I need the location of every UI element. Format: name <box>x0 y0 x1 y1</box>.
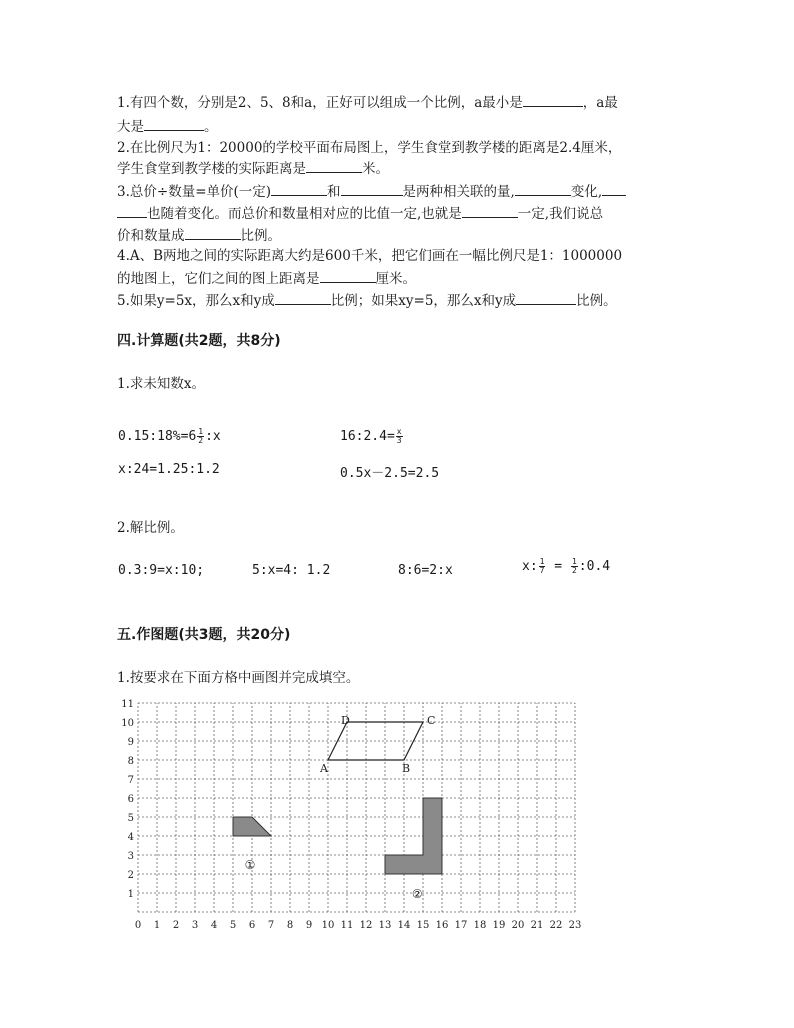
point-c-label: C <box>427 714 436 727</box>
point-a-label: A <box>320 762 328 775</box>
q1-text-b: ，a最 <box>582 95 618 111</box>
equation-3: x:24=1.25:1.2 <box>118 462 220 477</box>
x-axis-tick-label: 1 <box>153 920 161 931</box>
question-3-line-2 <box>117 203 603 224</box>
question-1-line-2 <box>117 116 218 137</box>
answer-blank[interactable] <box>271 181 327 196</box>
x-axis-tick-label: 14 <box>397 920 411 931</box>
question-4-line-1 <box>117 246 622 266</box>
proportion-3: 8:6=2:x <box>398 563 453 578</box>
q2-text-a: 2.在比例尺为1：20000的学校平面布局图上，学生食堂到教学楼的距离是2.4厘米， <box>117 140 622 156</box>
q3-text-g: 价和数量成 <box>117 228 185 244</box>
x-axis-tick-label: 4 <box>210 920 218 931</box>
answer-blank[interactable] <box>516 290 576 305</box>
equation-1 <box>118 428 221 445</box>
section-4-q1-title: 1.求未知数x。 <box>117 376 205 392</box>
x-axis-tick-label: 10 <box>321 920 335 931</box>
x-axis-tick-label: 16 <box>435 920 449 931</box>
y-axis-tick-label: 6 <box>127 794 134 805</box>
eq1-right: :x <box>205 429 221 444</box>
answer-blank[interactable] <box>515 181 571 196</box>
y-axis-tick-label: 7 <box>127 775 134 786</box>
answer-blank[interactable] <box>144 116 204 131</box>
q5-text-b: 比例；如果xy=5，那么x和y成 <box>330 293 517 309</box>
shape-2 <box>385 798 442 874</box>
q1-text-a: 1.有四个数，分别是2、5、8和a，正好可以组成一个比例，a最小是 <box>117 95 523 111</box>
section-5-q1-title: 1.按要求在下面方格中画图并完成填空。 <box>117 670 360 686</box>
x-axis-tick-label: 23 <box>568 920 582 931</box>
coordinate-grid <box>118 699 582 938</box>
x-axis-tick-label: 18 <box>473 920 487 931</box>
section-4-q2-title: 2.解比例。 <box>117 520 184 536</box>
equation-4: 0.5x－2.5=2.5 <box>340 466 440 481</box>
y-axis-tick-label: 9 <box>127 737 134 748</box>
question-3-line-1 <box>117 181 626 202</box>
x-axis-tick-label: 22 <box>549 920 563 931</box>
answer-blank[interactable] <box>523 92 583 107</box>
q2-text-c: 米。 <box>362 161 389 177</box>
point-b-label: B <box>402 762 411 775</box>
q4-text-b: 的地图上，它们之间的图上距离是 <box>117 271 320 287</box>
grid-lines <box>138 703 575 912</box>
q3-text-c: 是两种相关联的量, <box>402 184 515 200</box>
x-axis-tick-label: 0 <box>134 920 142 931</box>
q2-text-b: 学生食堂到教学楼的实际距离是 <box>117 161 306 177</box>
q3-text-e: 也随着变化。而总价和数量相对应的比值一定,也就是 <box>147 206 462 222</box>
y-axis-tick-label: 1 <box>127 889 134 900</box>
x-axis-tick-label: 2 <box>172 920 180 931</box>
eq2-fraction: $\frac{x}{3}$ <box>396 427 402 445</box>
q1-text-c: 大是 <box>117 119 144 135</box>
p4-fraction-2: $\frac{1}{2}$ <box>571 557 577 575</box>
shape-1 <box>233 817 271 836</box>
x-axis-tick-label: 13 <box>378 920 392 931</box>
proportion-1: 0.3:9=x:10; <box>118 563 205 578</box>
x-axis-tick-label: 5 <box>229 920 237 931</box>
x-axis-tick-label: 12 <box>359 920 373 931</box>
q4-text-c: 厘米。 <box>375 271 416 287</box>
q3-text-d: 变化, <box>570 184 603 200</box>
q4-text-a: 4.A、B两地之间的实际距离大约是600千米，把它们画在一幅比例尺是1：1000000 <box>117 248 623 264</box>
q1-text-d: 。 <box>204 119 218 135</box>
q5-text-a: 5.如果y=5x，那么x和y成 <box>117 293 275 309</box>
y-axis-tick-label: 10 <box>121 718 134 729</box>
question-2-line-1 <box>117 138 621 158</box>
x-axis-tick-label: 17 <box>454 920 468 931</box>
section-4-title: 四.计算题(共2题，共8分) <box>117 333 281 349</box>
point-d-label: D <box>341 714 350 727</box>
question-2-line-2 <box>117 158 389 179</box>
q5-text-c: 比例。 <box>576 293 617 309</box>
x-axis-tick-label: 6 <box>248 920 256 931</box>
eq1-left: 0.15:18%=6 <box>118 429 197 444</box>
q3-text-a: 3.总价÷数量=单价(一定) <box>117 184 272 200</box>
shape-2-label: ② <box>411 887 423 901</box>
proportion-4: x: $\frac{1}{7}$ = $\frac{1}{2}$ :0.4 <box>522 557 611 575</box>
shape-1-label: ① <box>244 858 256 872</box>
question-4-line-2 <box>117 268 416 289</box>
answer-blank[interactable] <box>185 225 241 240</box>
q3-text-h: 比例。 <box>240 228 281 244</box>
q3-text-b: 和 <box>327 184 341 200</box>
question-5-line-1 <box>117 290 617 311</box>
x-axis-tick-label: 21 <box>530 920 544 931</box>
x-axis-tick-label: 11 <box>340 920 354 931</box>
x-axis-tick-label: 20 <box>511 920 525 931</box>
x-axis-tick-label: 15 <box>416 920 430 931</box>
x-axis-tick-label: 3 <box>191 920 199 931</box>
y-axis-tick-label: 11 <box>121 699 134 710</box>
section-5-title: 五.作图题(共3题，共20分) <box>117 627 291 643</box>
answer-blank[interactable] <box>306 158 362 173</box>
q3-text-f: 一定,我们说总 <box>517 206 604 222</box>
y-axis-tick-label: 4 <box>127 832 134 843</box>
question-1-line-1 <box>117 92 618 113</box>
equation-2 <box>340 428 404 445</box>
y-axis-tick-label: 8 <box>127 756 134 767</box>
answer-blank[interactable] <box>320 268 376 283</box>
y-axis-tick-label: 3 <box>127 851 134 862</box>
answer-blank[interactable] <box>117 203 147 218</box>
x-axis-tick-label: 19 <box>492 920 506 931</box>
question-3-line-3 <box>117 225 281 246</box>
x-axis-tick-label: 9 <box>305 920 313 931</box>
answer-blank[interactable] <box>341 181 403 196</box>
proportion-2: 5:x=4: 1.2 <box>252 563 331 578</box>
p4-fraction-1: $\frac{1}{7}$ <box>539 557 545 575</box>
x-axis-tick-label: 8 <box>286 920 294 931</box>
grid-labels <box>121 699 581 931</box>
y-axis-tick-label: 5 <box>127 813 134 824</box>
answer-blank[interactable] <box>462 203 518 218</box>
x-axis-tick-label: 7 <box>267 920 275 931</box>
eq1-fraction: $\frac{1}{2}$ <box>198 427 204 445</box>
eq2-left: 16:2.4= <box>340 429 395 444</box>
y-axis-tick-label: 2 <box>127 870 134 881</box>
answer-blank[interactable] <box>275 290 331 305</box>
answer-blank[interactable] <box>602 181 626 196</box>
